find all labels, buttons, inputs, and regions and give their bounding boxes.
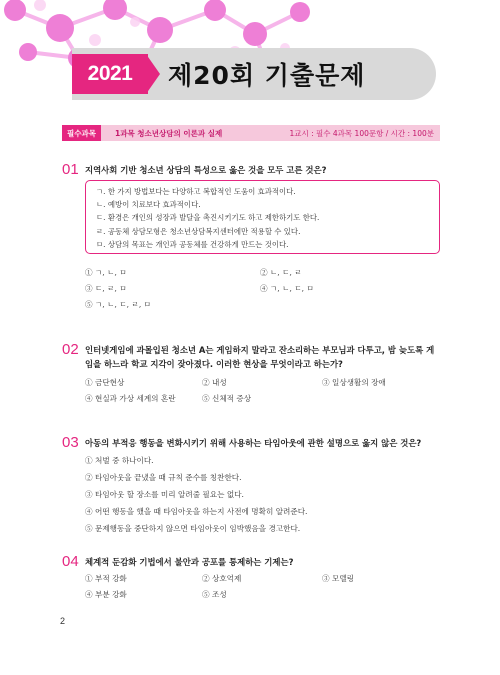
- statement: ㅁ. 상담의 목표는 개인과 공동체를 건강하게 만드는 것이다.: [96, 239, 289, 249]
- answer-option[interactable]: ① 금단현상: [85, 378, 125, 387]
- exam-info: 1교시 : 필수 4과목 100문항 / 시간 : 100분: [289, 128, 434, 138]
- answer-option[interactable]: ④ ㄱ, ㄴ, ㄷ, ㅁ: [260, 284, 314, 293]
- answer-option[interactable]: ① 처벌 중 하나이다.: [85, 456, 154, 465]
- answer-option[interactable]: ① 부적 강화: [85, 574, 127, 583]
- answer-option[interactable]: ③ ㄷ, ㄹ, ㅁ: [85, 284, 127, 293]
- answer-option[interactable]: ④ 어떤 행동을 했을 때 타임아웃을 하는지 사전에 명확히 알려준다.: [85, 507, 308, 516]
- question-text: [85, 344, 457, 371]
- subject-tag: 필수과목: [62, 125, 101, 141]
- answer-option[interactable]: ② ㄴ, ㄷ, ㄹ: [260, 268, 302, 277]
- answer-option[interactable]: ③ 모델링: [322, 574, 355, 583]
- question-number: 02: [62, 341, 79, 358]
- question-number: 03: [62, 434, 79, 451]
- subject-name: 1과목 청소년상담의 이론과 실제: [114, 128, 223, 138]
- statement: ㄹ. 공동체 상담모형은 청소년상담복지센터에만 적용할 수 있다.: [96, 226, 301, 236]
- answer-option[interactable]: ③ 타임아웃 할 장소를 미리 알려줄 필요는 없다.: [85, 490, 244, 499]
- question-text: 지역사회 기반 청소년 상담의 특성으로 옳은 것을 모두 고른 것은?: [85, 165, 327, 175]
- statement: ㄱ. 한 가지 방법보다는 다양하고 복합적인 도움이 효과적이다.: [96, 187, 296, 196]
- answer-option[interactable]: ⑤ ㄱ, ㄴ, ㄷ, ㄹ, ㅁ: [85, 300, 151, 309]
- answer-option[interactable]: ⑤ 문제행동을 중단하지 않으면 타임아웃이 임박했음을 경고한다.: [85, 524, 301, 533]
- year-arrow-shape: [146, 54, 160, 94]
- question-text: 아동의 부적응 행동을 변화시키기 위해 사용하는 타임아웃에 관한 설명으로 옳지 않은 것은?: [85, 438, 422, 448]
- answer-option[interactable]: ④ 부분 강화: [85, 590, 127, 599]
- question-number: 04: [62, 553, 79, 570]
- answer-option[interactable]: ③ 일상생활의 장애: [322, 378, 386, 387]
- answer-option[interactable]: ① ㄱ, ㄴ, ㅁ: [85, 268, 127, 277]
- page-number: 2: [60, 616, 66, 626]
- question-number: 01: [62, 161, 79, 178]
- page-title: 제20회 기출문제: [168, 61, 366, 90]
- answer-option[interactable]: ② 상호억제: [202, 574, 242, 583]
- question-text-line: 인터넷게임에 과몰입된 청소년 A는 게임하지 말라고 잔소리하는 부모님과 다투고, 밤 늦도록 게: [85, 345, 435, 355]
- statement: ㄷ. 환경은 개인의 성장과 발달을 촉진시키기도 하고 제한하기도 한다.: [96, 213, 320, 223]
- answer-option[interactable]: ⑤ 신체적 증상: [202, 394, 252, 403]
- question-01-statements: [85, 180, 440, 254]
- question-text: 체계적 둔감화 기법에서 불안과 공포를 통제하는 기제는?: [85, 557, 294, 567]
- answer-option[interactable]: ② 내성: [202, 378, 227, 387]
- question-text-line: 임을 하느라 학교 지각이 잦아졌다. 이러한 현상을 무엇이라고 하는가?: [85, 358, 343, 369]
- answer-option[interactable]: ④ 현실과 가상 세계의 혼란: [85, 394, 176, 403]
- year-badge: 2021: [72, 54, 148, 94]
- answer-option[interactable]: ② 타임아웃을 끝냈을 때 규칙 준수를 칭찬한다.: [85, 473, 242, 482]
- answer-option[interactable]: ⑤ 조성: [202, 590, 227, 599]
- statement: ㄴ. 예방이 치료보다 효과적이다.: [96, 200, 201, 210]
- subject-bar: [62, 125, 440, 141]
